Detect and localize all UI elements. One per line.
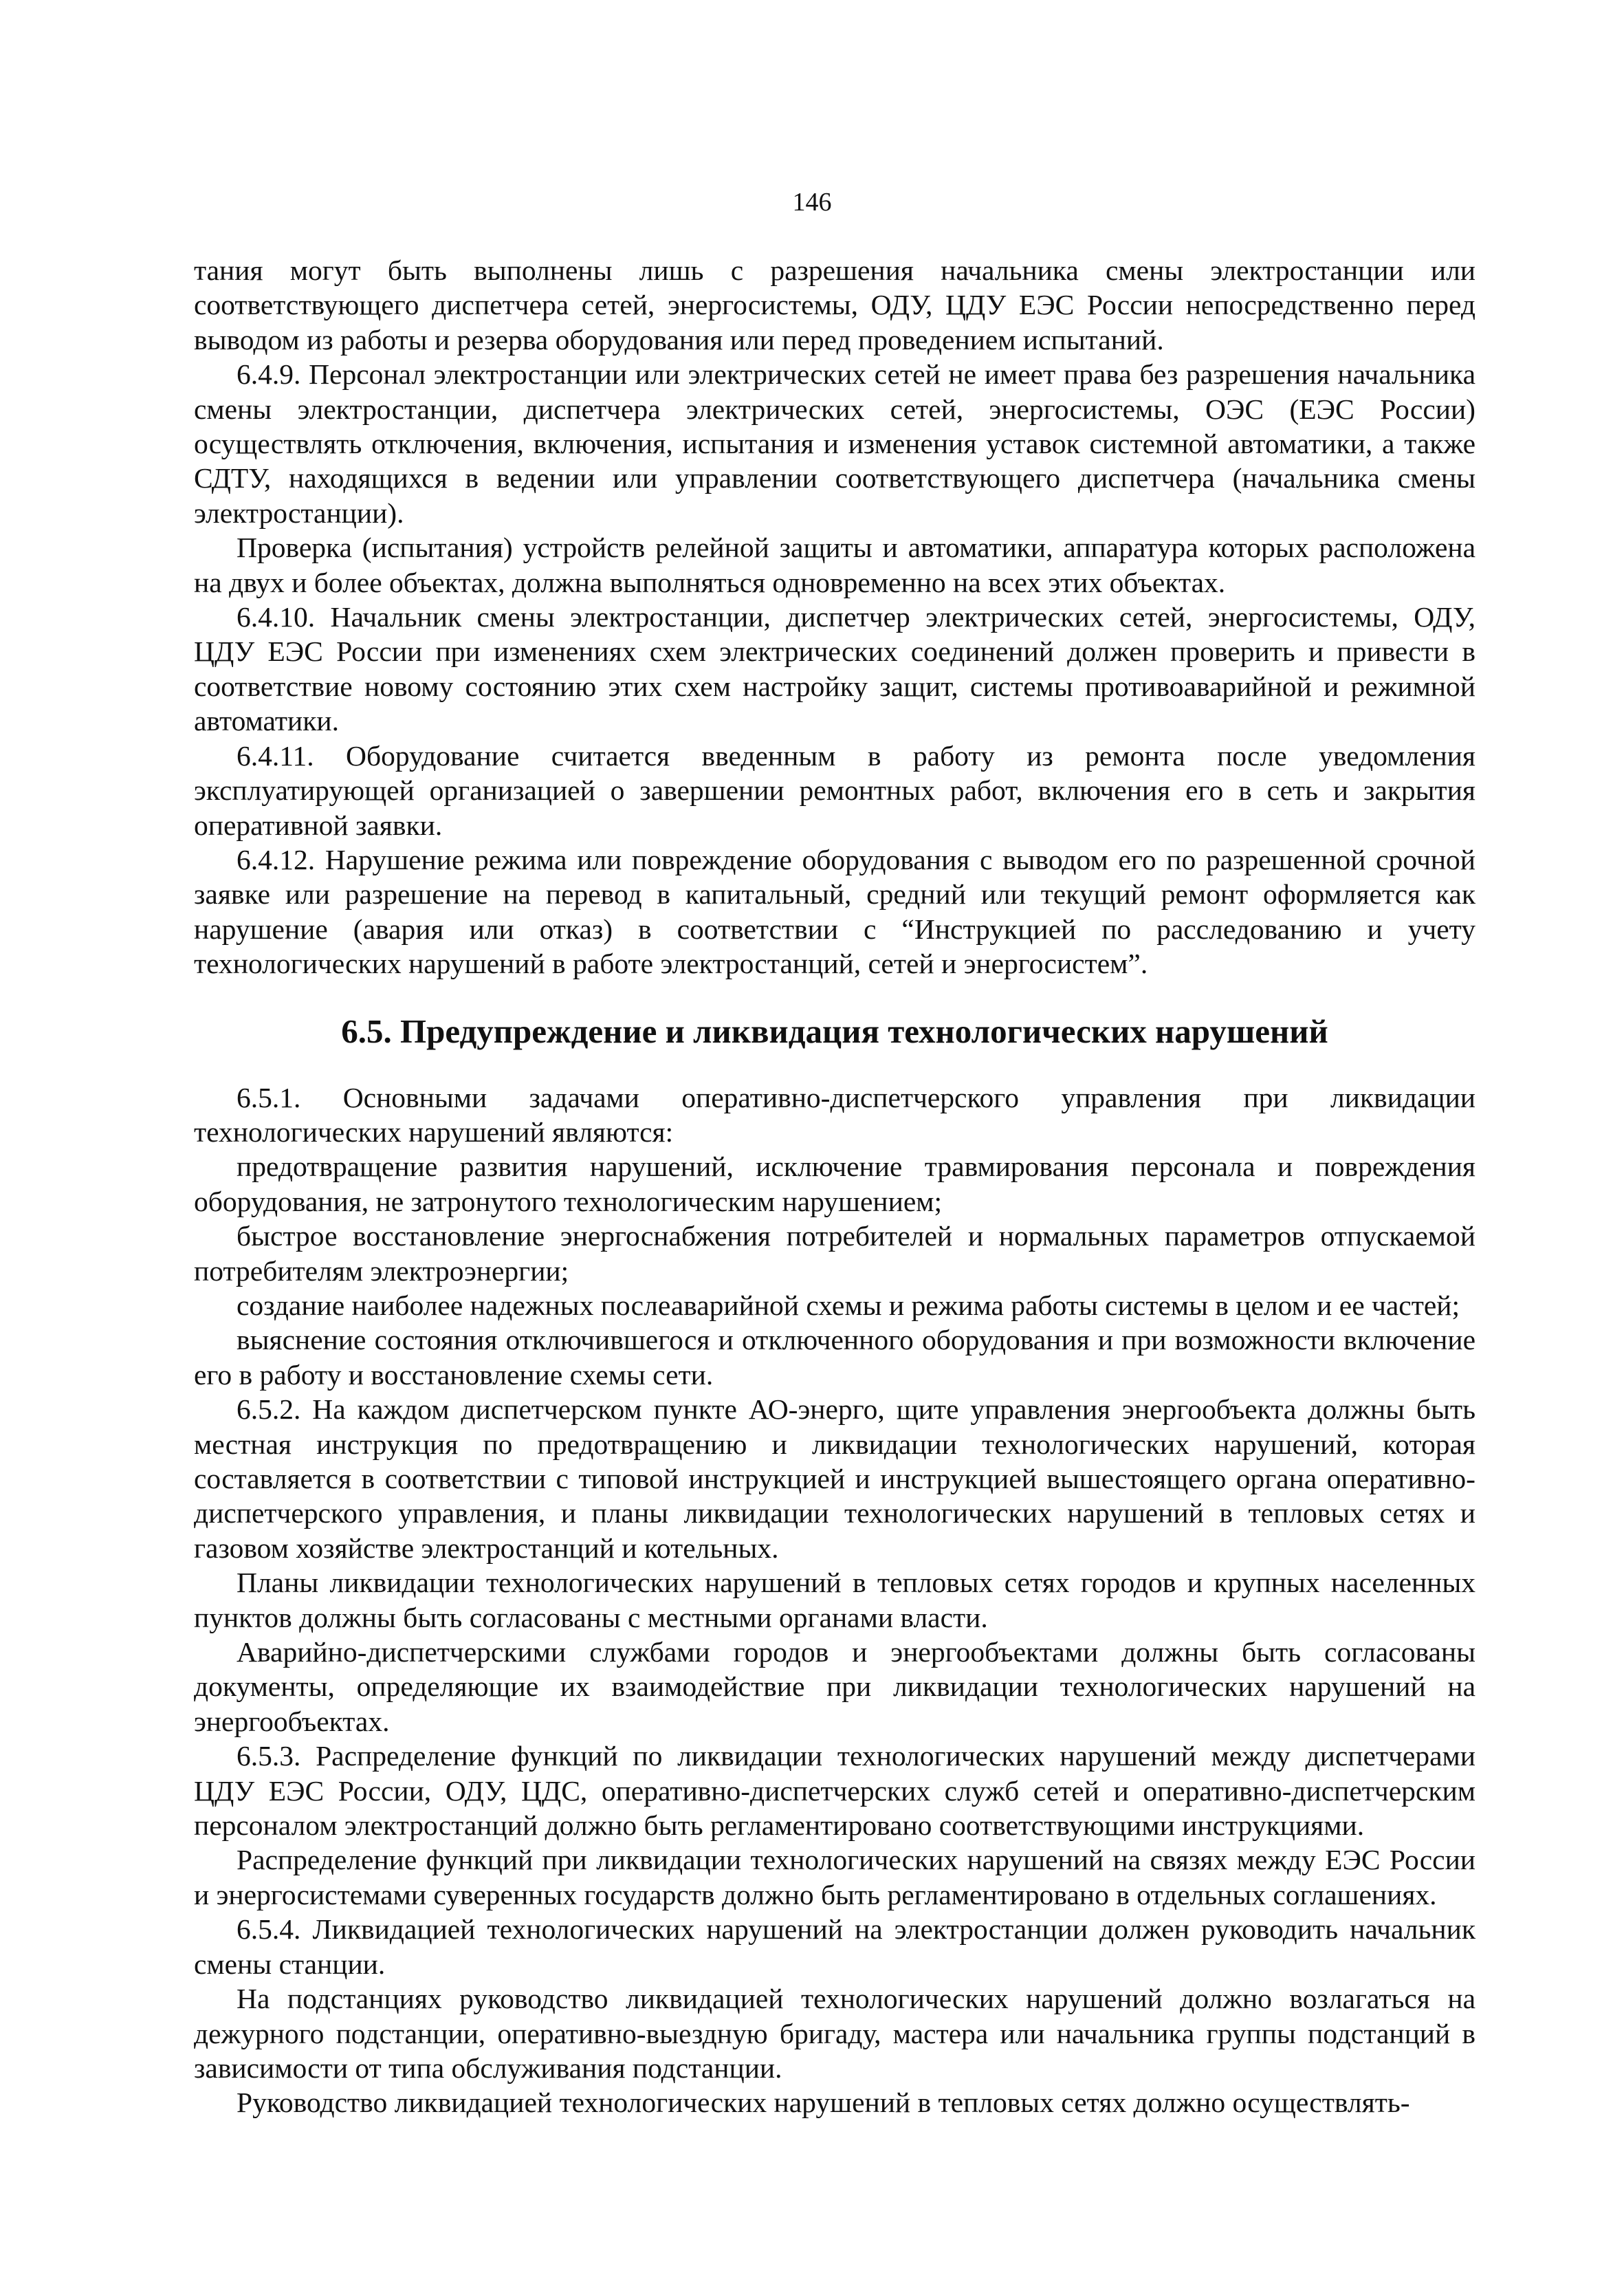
paragraph: создание наиболее надежных послеаварийной схемы и режима работы системы в целом и ее частей; — [237, 1289, 1460, 1321]
paragraph: выяснение состояния отключившегося и отключенного оборудования и при возможности включение его в работу и восстановление схемы сети. — [194, 1324, 1475, 1391]
page-number: 146 — [792, 188, 832, 217]
paragraph: Проверка (испытания) устройств релейной защиты и автоматики, аппаратура которых расположена на двух и более объектах, должна выполняться одновременно на всех этих объектах. — [194, 532, 1475, 598]
paragraph: 6.4.11. Оборудование считается введенным в работу из ремонта после уведомления эксплуатирующей организацией о завершении ремонтных работ, включения его в сеть и закрытия оперативной заявки. — [194, 739, 1475, 841]
paragraph: тания могут быть выполнены лишь с разрешения начальника смены электростанции или соответствующего диспетчера сетей, энергосистемы, ОДУ, ЦДУ ЕЭС России непосредственно перед выводом из работы и резерва оборудования или перед проведением испытаний. — [194, 254, 1475, 356]
paragraph: 6.5.3. Распределение функций по ликвидации технологических нарушений между диспетчерами ЦДУ ЕЭС России, ОДУ, ЦДС, оперативно-диспетчерских служб сетей и оперативно-диспетчерским персоналом электростанций должно быть регламентировано соответствующими инструкциями. — [194, 1740, 1475, 1842]
paragraph: 6.4.10. Начальник смены электростанции, диспетчер электрических сетей, энергосистемы, ОДУ, ЦДУ ЕЭС России при изменениях схем электрических соединений должен проверить и привести в соответствие новому состоянию этих схем настройку защит, системы противоаварийной и режимной автоматики. — [194, 601, 1475, 737]
section-heading: 6.5. Предупреждение и ликвидация технологических нарушений — [341, 1012, 1328, 1050]
paragraph: На подстанциях руководство ликвидацией технологических нарушений должно возлагаться на дежурного подстанции, оперативно-выездную бригаду, мастера или начальника группы подстанций в зависимости от типа обслуживания подстанции. — [194, 1983, 1475, 2084]
paragraph: 6.5.2. На каждом диспетчерском пункте АО-энерго, щите управления энергообъекта должны быть местная инструкция по предотвращению и ликвидации технологических нарушений, которая составляется в соответствии с типовой инструкцией и инструкцией вышестоящего органа оперативно-диспетчерского управления, и планы ликвидации технологических нарушений в тепловых сетях и газовом хозяйстве электростанций и котельных. — [194, 1393, 1475, 1564]
paragraph: 6.5.1. Основными задачами оперативно-диспетчерского управления при ликвидации технологических нарушений являются: — [194, 1081, 1475, 1148]
paragraph: 6.4.9. Персонал электростанции или электрических сетей не имеет права без разрешения начальника смены электростанции, диспетчера электрических сетей, энергосистемы, ОЭС (ЕЭС России) осуществлять отключения, включения, испытания и изменения уставок системной автоматики, а также СДТУ, находящихся в ведении или управлении соответствующего диспетчера (начальника смены электростанции). — [194, 358, 1475, 529]
document-body — [194, 253, 1475, 2120]
paragraph: 6.4.12. Нарушение режима или повреждение оборудования с выводом его по разрешенной срочной заявке или разрешение на перевод в капитальный, средний или текущий ремонт оформляется как нарушение (авария или отказ) в соответствии с “Инструкцией по расследованию и учету технологических нарушений в работе электростанций, сетей и энергосистем”. — [194, 843, 1475, 980]
paragraph: Распределение функций при ликвидации технологических нарушений на связях между ЕЭС России и энергосистемами суверенных государств должно быть регламентировано в отдельных соглашениях. — [194, 1844, 1475, 1911]
paragraph: предотвращение развития нарушений, исключение травмирования персонала и повреждения оборудования, не затронутого технологическим нарушением; — [194, 1151, 1475, 1217]
paragraph: Планы ликвидации технологических нарушений в тепловых сетях городов и крупных населенных пунктов должны быть согласованы с местными органами власти. — [194, 1567, 1475, 1633]
paragraph: Руководство ликвидацией технологических нарушений в тепловых сетях должно осуществлять- — [237, 2087, 1410, 2119]
paragraph: Аварийно-диспетчерскими службами городов и энергообъектами должны быть согласованы документы, определяющие их взаимодействие при ликвидации технологических нарушений на энергообъектах. — [194, 1636, 1475, 1737]
paragraph: быстрое восстановление энергоснабжения потребителей и нормальных параметров отпускаемой потребителям электроэнергии; — [194, 1220, 1475, 1287]
paragraph: 6.5.4. Ликвидацией технологических нарушений на электростанции должен руководить начальник смены станции. — [194, 1913, 1475, 1980]
